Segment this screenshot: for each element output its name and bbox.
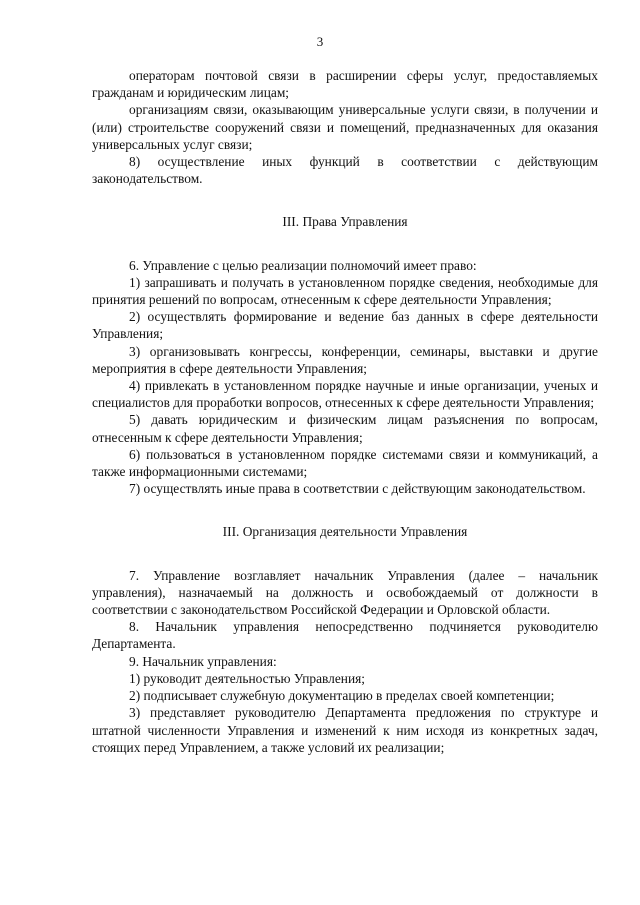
paragraph: 6) пользоваться в установленном порядке системами связи и коммуникаций, а также информационными системами; — [92, 446, 598, 480]
section-heading-rights: III. Права Управления — [282, 214, 408, 230]
paragraph: 1) руководит деятельностью Управления; — [129, 670, 365, 686]
paragraph: 7. Управление возглавляет начальник Управления (далее – начальник управления), назначаемый на должность и освобождаемый от должности в соответствии с законодательством Российской Федерации и Орловской области. — [92, 567, 598, 618]
paragraph: 5) давать юридическим и физическим лицам разъяснения по вопросам, отнесенным к сфере деятельности Управления; — [92, 412, 598, 445]
paragraph: операторам почтовой связи в расширении сферы услуг, предоставляемых гражданам и юридическим лицам; — [92, 68, 598, 101]
paragraph: 2) подписывает служебную документацию в пределах своей компетенции; — [129, 688, 555, 704]
paragraph: 1) запрашивать и получать в установленном порядке сведения, необходимые для принятия решений по вопросам, отнесенным к сфере деятельности Управления; — [92, 274, 598, 308]
section-heading-organization: III. Организация деятельности Управления — [222, 524, 468, 540]
paragraph: 7) осуществлять иные права в соответствии с действующим законодательством. — [129, 481, 586, 497]
paragraph: 3) организовывать конгрессы, конференции, семинары, выставки и другие мероприятия в сфере деятельности Управления; — [92, 343, 598, 376]
paragraph: организациям связи, оказывающим универсальные услуги связи, в получении и (или) строительстве сооружений связи и помещений, предназначенных для оказания универсальных услуг связи; — [92, 102, 598, 152]
paragraph: 4) привлекать в установленном порядке научные и иные организации, ученых и специалистов для проработки вопросов, отнесенных к сфере деятельности Управления; — [92, 378, 598, 411]
paragraph: 8. Начальник управления непосредственно подчиняется руководителю Департамента. — [92, 619, 598, 652]
paragraph: 6. Управление с целью реализации полномочий имеет право: — [129, 257, 477, 273]
paragraph: 8) осуществление иных функций в соответствии с действующим законодательством. — [92, 154, 598, 187]
paragraph: 2) осуществлять формирование и ведение баз данных в сфере деятельности Управления; — [92, 309, 598, 342]
paragraph: 3) представляет руководителю Департамента предложения по структуре и штатной численности Управления и изменений к ним исходя из конкретных задач, стоящих перед Управлением, а также условий их реализации; — [92, 705, 598, 755]
page-number: 3 — [316, 34, 324, 49]
paragraph: 9. Начальник управления: — [129, 653, 277, 669]
document-body — [92, 67, 598, 756]
